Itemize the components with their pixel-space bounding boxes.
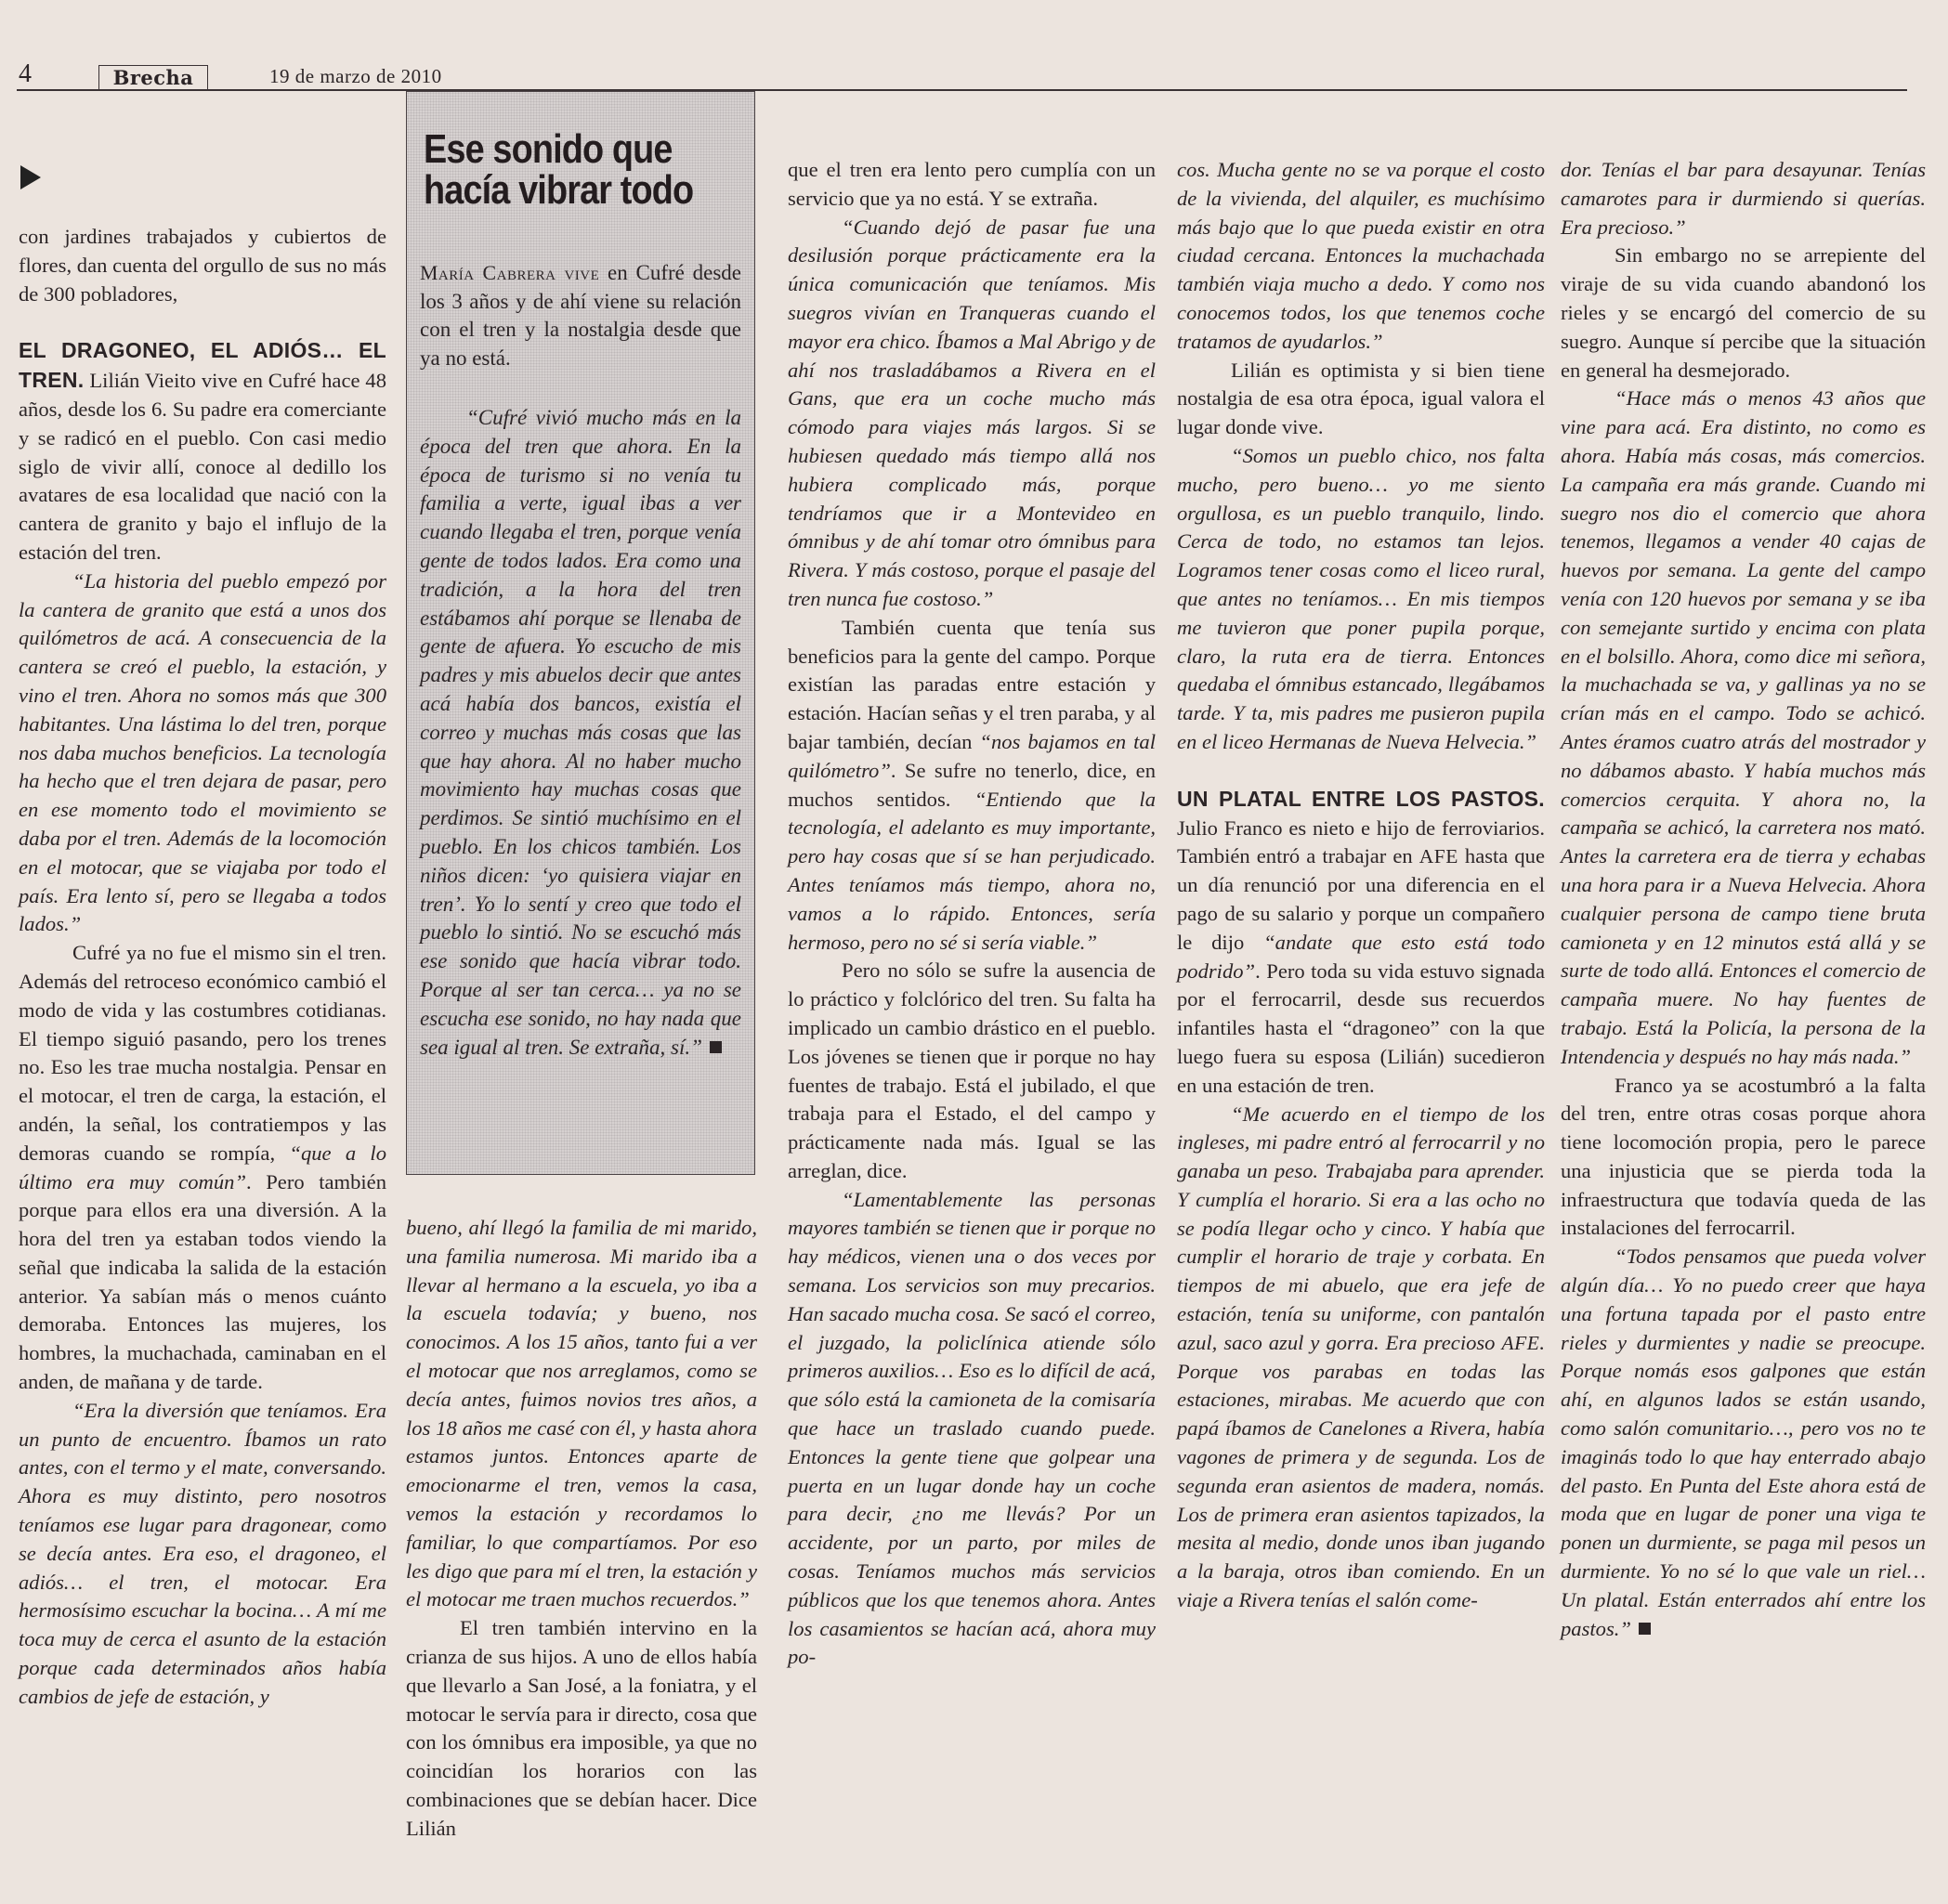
- quote-text: bueno, ahí llegó la familia de mi marido, una familia numerosa. Mi marido iba a llevar al hermano a la escuela, yo iba a la escuela todavía; y bueno, nos conocimos. A los 15 años, tanto fui a ver el motocar que nos arreglamos, como se decía antes, fuimos novios tres años, a los 18 años me casé con él, y hasta ahora estamos juntos. Entonces aparte de emocionarme el tren, vemos la casa, vemos la estación y recordamos lo familiar, lo que compartíamos. Por eso les digo que para mí el tren, la estación y el motocar me traen muchos recuerdos.”: [406, 1216, 757, 1611]
- paragraph-text: . Se sufre no tenerlo, dice, en muchos sentidos.: [788, 758, 1156, 811]
- sidebar-quote: [420, 404, 741, 1062]
- quote-text: . Porque vos parabas en todas las estaciones, mirabas. Me acuerdo que con papá íbamos de Canelones a Rivera, había vagones de primera y de segunda. Los de segunda eran asientos de madera, nomás. Los de primera eran asientos tapizados, la mesita al medio, donde unos iban jugando a la baraja, otros iban comiendo. En un viaje a Rivera tenías el salón come-: [1177, 1330, 1545, 1612]
- quote-paragraph: [19, 567, 386, 939]
- quote-paragraph: [406, 1214, 757, 1614]
- quote-text: cos. Mucha gente no se va porque el costo de la vivienda, del alquiler, es muchísimo más bajo que lo que pueda existir en otra ciudad cercana. Entonces la muchachada también viaja mucho a dedo. Y como nos conocemos todos, los que tenemos coche tratamos de ayudarlos.”: [1177, 158, 1545, 353]
- quote-text: “Era la diversión que teníamos. Era un punto de encuentro. Íbamos un rato antes, con el termo y el mate, conversando. Ahora es muy distinto, pero nosotros teníamos ese lugar para dragonear, como se decía antes. Era eso, el dragoneo, el adiós… el tren, el motocar. Era hermosísimo escuchar la bocina… A mí me toca muy de cerca el asunto de la estación porque cada determinados años había cambios de jefe de estación, y: [19, 1398, 386, 1708]
- end-of-article-square-icon: [710, 1041, 722, 1053]
- quote-paragraph: [1177, 1101, 1545, 1615]
- quote-paragraph: [1561, 1243, 1926, 1643]
- inline-quote: “nos bajamos en tal quilómetro”: [788, 729, 1156, 782]
- page-number: 4: [19, 59, 32, 88]
- paragraph: [788, 614, 1156, 958]
- quote-text: “Me acuerdo en el tiempo de los ingleses, mi padre entró al ferrocarril y no ganaba un peso. Trabajaba para aprender. Y cumplía el horario. Si era a las ocho no se podía llegar ocho y cinco. Y había que cumplir el horario de traje y corbata. En tiempos de mi abuelo, que era jefe de estación, tenía su uniforme, con pantalón azul, saco azul y gorra. Era precioso: [1177, 1102, 1545, 1354]
- paragraph: que el tren era lento pero cumplía con un servicio que ya no está. Y se extraña.: [788, 158, 1156, 210]
- quote-text: “Somos un pueblo chico, nos falta mucho, pero bueno… yo me siento orgullosa, es un pueblo tranquilo, lindo. Cerca de todo, no estamos tan lejos. Logramos tener cosas como el liceo rural, que antes no teníamos… En mis tiempos me tuvieron que poner pupila porque, claro, la ruta era de tierra. Entonces quedaba el ómnibus estancado, llegábamos tarde. Y ta, mis padres me pusieron pupila en el liceo Hermanas de Nueva Helvecia.”: [1177, 443, 1545, 753]
- article-column-5: [1561, 156, 1926, 1643]
- paragraph-text: También cuenta que tenía sus beneficios para la gente del campo. Porque existían las paradas entre estación y estación. Hacían señas y el tren paraba, y al bajar también, decían: [788, 615, 1156, 753]
- quote-paragraph: [788, 214, 1156, 614]
- paragraph-text: . Pero también porque para ellos era una diversión. A la hora del tren ya estaban todos viendo la señal que indicaba la salida de la estación anterior. Ya sabían más o menos cuánto demoraba. Entonces las mujeres, los hombres, la muchachada, caminaban en el anden, de mañana y de tarde.: [19, 1169, 386, 1394]
- section-subhead: UN PLATAL ENTRE LOS PASTOS.: [1177, 786, 1545, 811]
- quote-text: “Hace más o menos 43 años que vine para acá. Era distinto, no como es ahora. Había más cosas, más comercios. La campaña era más grande. Cuando mi suegro nos dio el comercio que ahora tenemos, llegamos a vender 40 cajas de huevos por semana. La gente del campo venía con 120 huevos por semana y se iba con semejante surtido y encima con plata en el bolsillo. Ahora, como dice mi señora, la muchachada se va, y gallinas ya no se crían más en el campo. Todo se achicó. Antes éramos cuatro atrás del mostrador y no dábamos abasto. Y había muchos más comercios cerquita. Y ahora no, la campaña se achicó, la carretera nos mató. Antes la carretera era de tierra y echabas una hora para ir a Nueva Helvecia. Ahora cualquier persona de campo tiene bruta camioneta y en 12 minutos está allá y se surte de todo allá. Entonces el comercio de campaña muere. No hay fuentes de trabajo. Está la Policía, la persona de la Intendencia y después no hay más nada.”: [1561, 386, 1926, 1068]
- quote-text: “Lamentablemente las personas mayores también se tienen que ir porque no hay médicos, vienen una o dos veces por semana. Los servicios son muy precarios. Han sacado mucha cosa. Se sacó el correo, el juzgado, la policlínica atiende sólo primeros auxilios… Eso es lo difícil de acá, que sólo está la camioneta de la comisaría que hace un traslado cuando puede. Entonces la gente tiene que golpear una puerta en un lugar donde hay un coche para decir, ¿no me llevás? Por un accidente, por un parto, por miles de cosas. Teníamos muchos más servicios públicos que los que tenemos ahora. Antes los casamientos se hacían acá, ahora muy po-: [788, 1187, 1156, 1669]
- paragraph: [1177, 785, 1545, 1101]
- quote-paragraph: [1177, 156, 1545, 357]
- inline-quote: “que a lo último era muy común”: [19, 1141, 386, 1193]
- quote-paragraph: [1561, 385, 1926, 1071]
- end-of-article-square-icon: [1639, 1623, 1651, 1635]
- issue-date: 19 de marzo de 2010: [269, 65, 442, 87]
- quote-text: dor. Tenías el bar para desayunar. Tenías camarotes para ir durmiendo si querías. Era precioso.”: [1561, 158, 1926, 239]
- inline-quote: “Entiendo que la tecnología, el adelanto es muy importante, pero hay cosas que sí se han perjudicado. Antes teníamos más tiempo, ahora no, vamos a lo rápido. Entonces, sería hermoso, pero no sé si sería viable.”: [788, 787, 1156, 954]
- acronym: AFE: [1501, 1331, 1540, 1354]
- paragraph-text: hasta que un día renunció por una diferencia en el pago de su salario y porque un compañero le dijo: [1177, 844, 1546, 954]
- paragraph-text: . Pero toda su vida estuvo signada por el ferrocarril, desde sus recuerdos infantiles hasta el “dragoneo” con la que luego fuera su esposa (Lilián) sucedieron en una estación de tren.: [1177, 959, 1545, 1097]
- paragraph: El tren también intervino en la crianza de sus hijos. A uno de ellos había que llevarlo a San José, a la foniatra, y el motocar le servía para ir directo, cosa que con los ómnibus era imposible, ya que no coincidían los horarios con las combinaciones que se debían hacer. Dice Lilián: [406, 1616, 757, 1840]
- quote-text: “La historia del pueblo empezó por la cantera de granito que está a unos dos quilómetros de acá. A consecuencia de la cantera se creó el pueblo, la estación, y vino el tren. Ahora no somos más que 300 habitantes. Una lástima lo del tren, porque nos daba muchos beneficios. La tecnología ha hecho que el tren dejara de pasar, pero en ese momento todo el movimiento se daba por el tren. Además de la locomoción en el motocar, que se viajaba por todo el país. Era lento sí, pero se llegaba a todos lados.”: [19, 568, 386, 936]
- page-header: [17, 59, 1907, 91]
- masthead-logo: Brecha: [98, 65, 208, 90]
- lede-text: en Cufré desde los 3 años y de ahí viene su relación con el tren y la nostalgia desde que ya no está.: [420, 261, 741, 370]
- article-column-4: [1177, 156, 1545, 1615]
- paragraph-text: Lilián Vieito vive en Cufré hace 48 años, desde los 6. Su padre era comerciante y se radicó en el pueblo. Con casi medio siglo de vivir allí, conoce al dedillo los avatares de esa localidad que nació con la cantera de granito y bajo el influjo de la estación del tren.: [19, 369, 386, 564]
- paragraph: [19, 336, 386, 567]
- paragraph: Franco ya se acostumbró a la falta del tren, entre otras cosas porque ahora tiene locomoción propia, pero le parece una injusticia que se pierda toda la infraestructura que todavía queda de las instalaciones del ferrocarril.: [1561, 1073, 1926, 1240]
- quote-paragraph: [1177, 442, 1545, 757]
- lede-name: María Cabrera vive: [420, 262, 600, 284]
- article-column-3: [788, 156, 1156, 1672]
- sidebar-lede: [420, 259, 741, 372]
- article-column-1: [19, 223, 386, 1712]
- paragraph: Lilián es optimista y si bien tiene nostalgia de esa otra época, igual valora el lugar donde vive.: [1177, 358, 1545, 439]
- acronym: AFE: [1419, 845, 1458, 868]
- paragraph: [19, 939, 386, 1397]
- sidebar-box: [406, 91, 755, 1175]
- section-subhead: EL DRAGONEO, EL ADIÓS… EL TREN.: [19, 338, 386, 393]
- inline-quote: “andate que esto está todo podrido”: [1177, 930, 1545, 983]
- quote-paragraph: [19, 1397, 386, 1712]
- quote-text: “Cuando dejó de pasar fue una desilusión porque prácticamente era la única comunicación que teníamos. Mis suegros vivían en Tranqueras cuando el mayor era chico. Íbamos a Mal Abrigo y de ahí nos trasladábamos a Rivera en el Gans, que era un coche mucho más cómodo para viajes más largos. Si se hubiesen quedado más tiempo allá nos hubiera complicado más, porque tendríamos que ir a Montevideo en ómnibus y de ahí tomar otro ómnibus para Rivera. Y más costoso, porque el pasaje del tren nunca fue costoso.”: [788, 215, 1156, 610]
- paragraph-text: Julio Franco es nieto e hijo de ferroviarios. También entró a trabajar en: [1177, 815, 1545, 868]
- paragraph: Sin embargo no se arrepiente del viraje de su vida cuando abandonó los rieles y se encargó del comercio de su suegro. Aunque sí percibe que la situación en general ha desmejorado.: [1561, 243, 1926, 382]
- paragraph-text: Cufré ya no fue el mismo sin el tren. Además del retroceso económico cambió el modo de vida y las costumbres cotidianas. El tiempo siguió pasando, pero los trenes no. Eso les trae mucha nostalgia. Pensar en el motocar, el tren de carga, la estación, el andén, la señal, los contratiempos y las demoras cuando se rompía,: [19, 941, 386, 1165]
- quote-paragraph: [788, 1186, 1156, 1673]
- quote-text: “Cufré vivió mucho más en la época del tren que ahora. En la época de turismo si no venía tu familia a verte, igual ibas a ver cuando llegaba el tren, porque venía gente de todos lados. Era como una tradición, a la hora del tren estábamos ahí porque se llenaba de gente de afuera. Yo escucho de mis padres y mis abuelos decir que antes acá había dos bancos, existía el correo y muchas más cosas que las que hay ahora. Al no haber mucho movimiento hay muchas cosas que perdimos. Se sintió muchísimo en el pueblo. En los chicos también. Los niños dicen: ‘yo quisiera viajar en tren’. Yo lo sentí y creo que todo el pueblo lo sintió. No se escuchó más ese sonido que hacía vibrar todo. Porque al ser tan cerca… ya no se escucha ese sonido, no hay nada que sea igual al tren. Se extraña, sí.”: [420, 406, 741, 1059]
- article-column-2: [406, 1214, 757, 1844]
- paragraph: con jardines trabajados y cubiertos de flores, dan cuenta del orgullo de sus no más de 300 pobladores,: [19, 225, 386, 306]
- sidebar-headline: Ese sonido que hacía vibrar todo: [424, 126, 694, 213]
- quote-paragraph: [1561, 156, 1926, 241]
- quote-text: “Todos pensamos que pueda volver algún día… Yo no puedo creer que haya una fortuna tapada por el pasto entre rieles y durmientes y nadie se preocupe. Porque nomás esos galpones que están ahí, en algunos lados se están usando, como salón comunitario…, pero vos no te imaginás todo lo que hay enterrado abajo del pasto. En Punta del Este ahora está de moda que en lugar de poner una viga te ponen un durmiente, se paga mil pesos un durmiente. Yo no sé lo que vale un riel… Un platal. Están enterrados ahí entre los pastos.”: [1561, 1245, 1926, 1640]
- continuation-arrow-icon: [20, 165, 41, 189]
- paragraph: Pero no sólo se sufre la ausencia de lo práctico y folclórico del tren. Su falta ha implicado un cambio drástico en el pueblo. Los jóvenes se tienen que ir porque no hay fuentes de trabajo. Está el jubilado, el que trabaja para el Estado, el del campo y prácticamente nada más. Igual se las arreglan, dice.: [788, 959, 1156, 1182]
